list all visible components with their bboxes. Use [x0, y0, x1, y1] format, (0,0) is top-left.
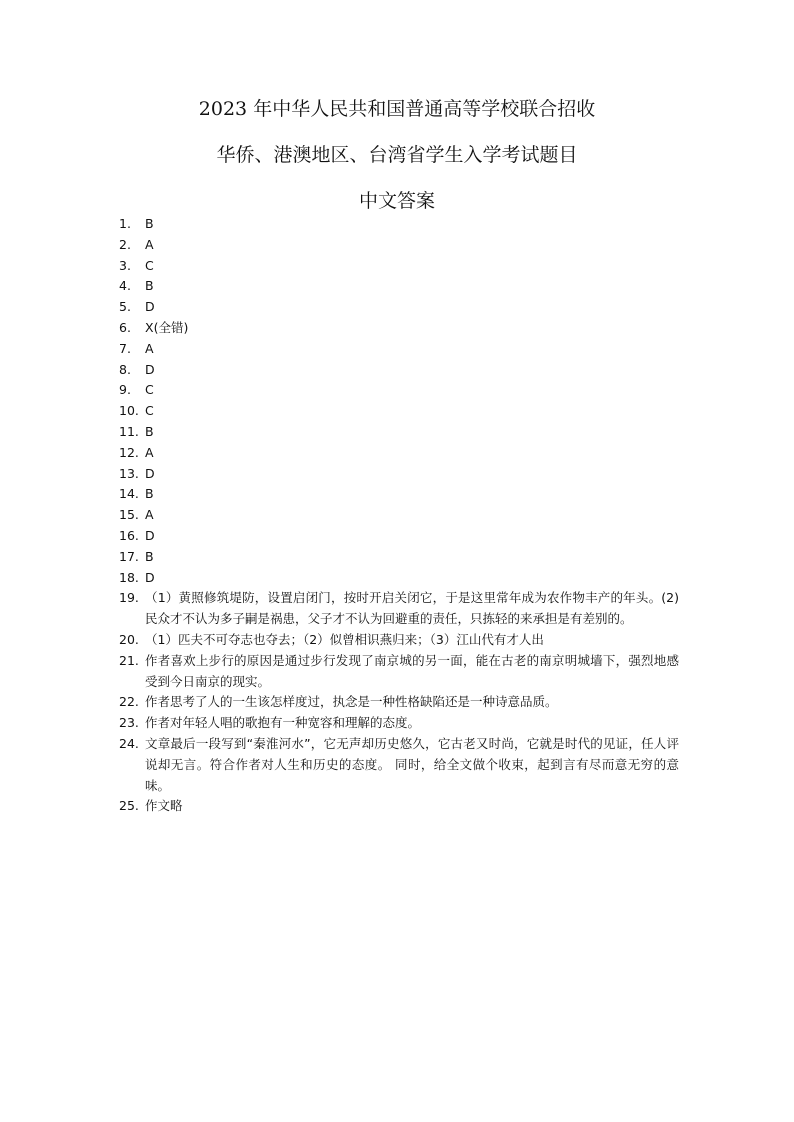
- answer-item: [119, 276, 679, 297]
- title-line-3: 中文答案: [358, 190, 435, 212]
- answer-text: B: [145, 548, 154, 564]
- answer-number: 13.: [119, 465, 139, 481]
- answer-item: [119, 297, 679, 318]
- answer-item: [119, 568, 679, 589]
- answer-text: 作者思考了人的一生该怎样度过，执念是一种性格缺陷还是一种诗意品质。: [145, 694, 558, 710]
- answer-text: 作者对年轻人唱的歌抱有一种宽容和理解的态度。: [145, 715, 421, 731]
- answer-number: 19.: [119, 590, 139, 606]
- answer-number: 3.: [119, 257, 131, 273]
- answer-number: 17.: [119, 548, 139, 564]
- answer-number: 4.: [119, 278, 131, 294]
- answer-item: [119, 422, 679, 443]
- answer-item: [119, 380, 679, 401]
- answer-number: 14.: [119, 486, 139, 502]
- answer-text: D: [145, 569, 155, 585]
- answer-number: 20.: [119, 631, 139, 647]
- answer-text: 文章最后一段写到“秦淮河水”，它无声却历史悠久，它古老又时尚，它就是时代的见证，任人评说却无言。符合作者对人生和历史的态度。 同时，给全文做个收束，起到言有尽而意无穷的意味。: [145, 735, 679, 793]
- answer-number: 25.: [119, 798, 139, 814]
- answer-text: B: [145, 486, 154, 502]
- answer-item: [119, 651, 679, 693]
- answer-item: [119, 256, 679, 277]
- answer-item: [119, 734, 679, 796]
- answer-number: 18.: [119, 569, 139, 585]
- answer-number: 10.: [119, 403, 139, 419]
- answer-text: A: [145, 236, 154, 252]
- answer-number: 1.: [119, 216, 131, 231]
- answer-text: A: [145, 507, 154, 523]
- answer-item: [119, 214, 679, 235]
- answer-text: C: [145, 403, 154, 419]
- answer-number: 2.: [119, 236, 131, 252]
- answer-list: [119, 214, 679, 817]
- answer-item: [119, 443, 679, 464]
- answer-number: 7.: [119, 340, 131, 356]
- answer-text: （1）匹夫不可夺志也夺去；（2）似曾相识燕归来；（3）江山代有才人出: [145, 631, 544, 647]
- answer-number: 21.: [119, 652, 139, 668]
- answer-number: 24.: [119, 735, 139, 751]
- answer-item: [119, 339, 679, 360]
- answer-item: [119, 713, 679, 734]
- answer-text: B: [145, 216, 154, 231]
- answer-item: [119, 484, 679, 505]
- answer-item: [119, 318, 679, 339]
- answer-number: 6.: [119, 319, 131, 335]
- answer-item: [119, 505, 679, 526]
- answer-text: 作者喜欢上步行的原因是通过步行发现了南京城的另一面，能在古老的南京明城墙下，强烈地感受到今日南京的现实。: [145, 652, 679, 689]
- answer-text: 作文略: [145, 798, 183, 814]
- answer-item: [119, 692, 679, 713]
- answer-item: [119, 547, 679, 568]
- answer-text: D: [145, 465, 155, 481]
- answer-number: 15.: [119, 507, 139, 523]
- title-line-1: 2023 年中华人民共和国普通高等学校联合招收: [198, 98, 596, 120]
- answer-number: 23.: [119, 715, 139, 731]
- answer-text: A: [145, 340, 154, 356]
- document-title: [0, 94, 794, 232]
- answer-number: 8.: [119, 361, 131, 377]
- answer-text: D: [145, 361, 155, 377]
- answer-text: D: [145, 527, 155, 543]
- answer-text: B: [145, 423, 154, 439]
- answer-text: （1）黄照修筑堤防，设置启闭门，按时开启关闭它，于是这里常年成为农作物丰产的年头。(2) 民众才不认为多子嗣是祸患，父子才不认为回避重的责任，只拣轻的来承担是有差别的。: [145, 590, 679, 627]
- answer-number: 22.: [119, 694, 139, 710]
- answer-item: [119, 401, 679, 422]
- answer-number: 12.: [119, 444, 139, 460]
- answer-text: C: [145, 257, 154, 273]
- answer-number: 16.: [119, 527, 139, 543]
- answer-item: [119, 526, 679, 547]
- answer-item: [119, 630, 679, 651]
- answer-number: 9.: [119, 382, 131, 398]
- answer-text: A: [145, 444, 154, 460]
- answer-number: 11.: [119, 423, 139, 439]
- answer-text: D: [145, 299, 155, 315]
- answer-text: X(全错): [145, 319, 189, 335]
- answer-item: [119, 588, 679, 630]
- answer-text: C: [145, 382, 154, 398]
- answer-item: [119, 464, 679, 485]
- answer-text: B: [145, 278, 154, 294]
- answer-item: [119, 796, 679, 817]
- title-line-2: 华侨、港澳地区、台湾省学生入学考试题目: [216, 144, 578, 166]
- answer-number: 5.: [119, 299, 131, 315]
- answer-item: [119, 235, 679, 256]
- answer-item: [119, 360, 679, 381]
